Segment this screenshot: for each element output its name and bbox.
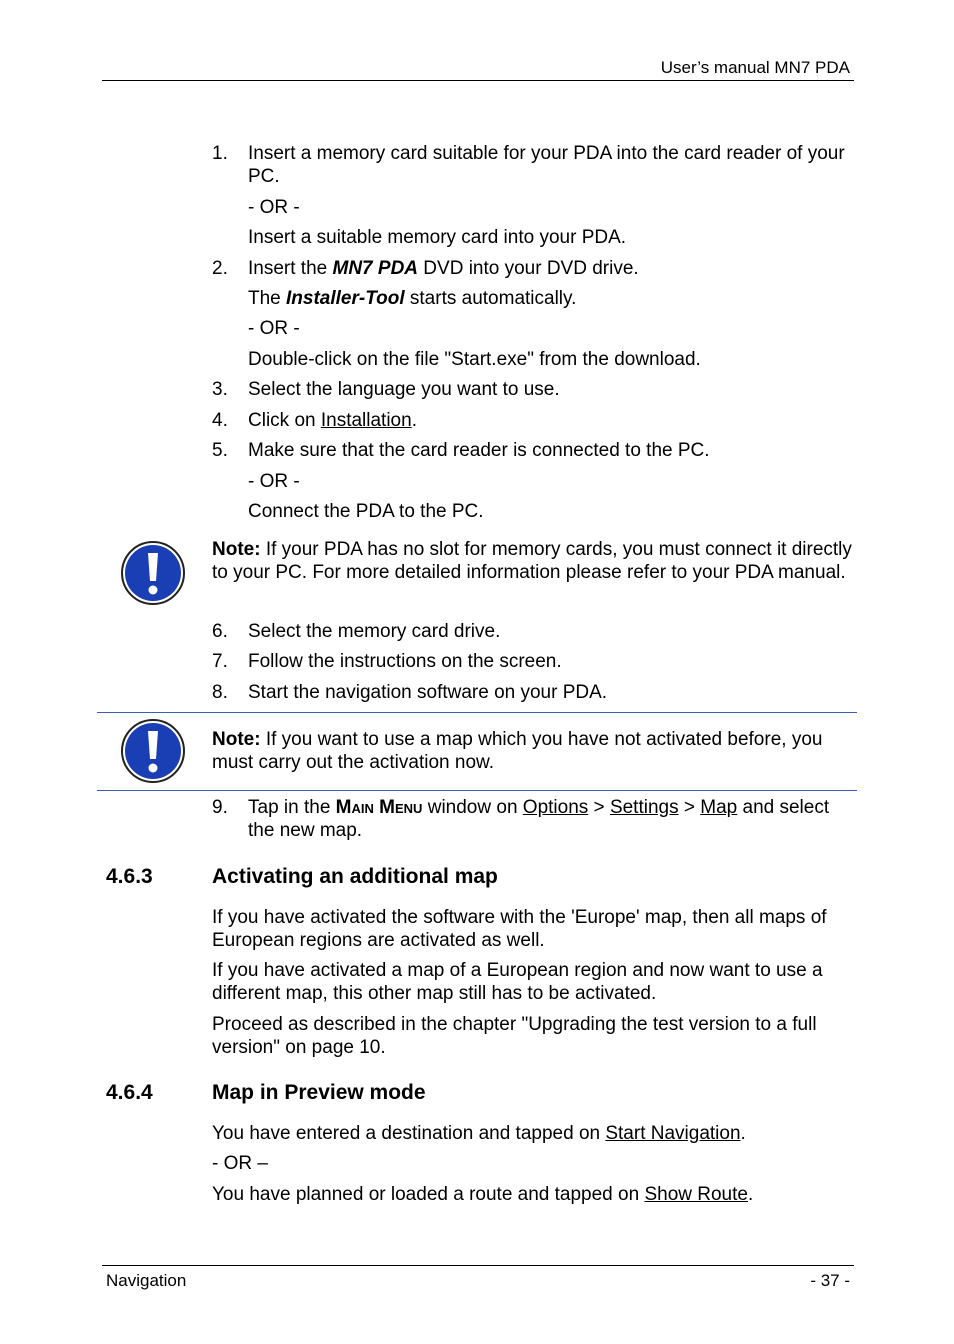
step-text: Start the navigation software on your PDA. [248,682,608,703]
exclamation-icon [120,718,186,784]
header-title: User’s manual MN7 PDA [660,58,850,77]
section-number: 4.6.4 [106,1081,153,1104]
note-divider-top [97,712,857,713]
step-text: Insert the MN7 PDA DVD into your DVD drive. [248,258,639,279]
start-navigation-link[interactable]: Start Navigation [605,1123,741,1144]
show-route-link[interactable]: Show Route [644,1184,748,1205]
settings-link[interactable]: Settings [609,797,679,818]
note-text: Note: If your PDA has no slot for memory cards, you must connect it directly to your PC. For more detailed information please refer to your PDA manual. [212,539,852,583]
step-result-text: The Installer-Tool starts automatically. [248,288,577,309]
or-separator: - OR - [248,318,300,339]
step-number: 8. [212,682,228,703]
exclamation-icon [120,540,186,606]
step-number: 1. [212,143,228,164]
step-text: Make sure that the card reader is connected to the PC. [248,440,710,461]
step-number: 2. [212,258,228,279]
step-number: 9. [212,797,228,818]
section-title: Map in Preview mode [212,1081,426,1104]
step-alt-text: Double-click on the file "Start.exe" from the download. [248,349,701,370]
note-text: Note: If you want to use a map which you have not activated before, you must carry out the activation now. [212,729,823,773]
section-number: 4.6.3 [106,865,153,888]
step-alt-text: Connect the PDA to the PC. [248,501,484,522]
paragraph: You have entered a destination and tapped on Start Navigation. [212,1123,746,1144]
footer-chapter: Navigation [106,1271,187,1290]
installation-link[interactable]: Installation [320,410,412,431]
or-separator: - OR - [248,197,300,218]
step-text: Follow the instructions on the screen. [248,651,562,672]
step-number: 6. [212,621,228,642]
step-number: 7. [212,651,228,672]
step-alt-text: Insert a suitable memory card into your PDA. [248,227,627,248]
paragraph: You have planned or loaded a route and tapped on Show Route. [212,1184,754,1205]
or-separator: - OR - [248,471,300,492]
step-text: Select the language you want to use. [248,379,560,400]
footer-rule [102,1265,854,1266]
map-link[interactable]: Map [700,797,738,818]
main-menu-term: Main Menu [335,797,423,818]
step-number: 3. [212,379,228,400]
page-number: - 37 - [810,1271,850,1290]
paragraph: Proceed as described in the chapter "Upgrading the test version to a full version" on page 10. [212,1014,817,1058]
paragraph: If you have activated a map of a European region and now want to use a different map, this other map still has to be activated. [212,960,823,1004]
step-text: Insert a memory card suitable for your PDA into the card reader of your PC. [248,143,845,187]
options-link[interactable]: Options [522,797,589,818]
step-number: 4. [212,410,228,431]
step-text: Click on Installation. [248,410,417,431]
or-separator: - OR – [212,1153,268,1174]
step-text: Tap in the Main Menu window on Options > Settings > Map and select the new map. [248,797,830,841]
header-rule [102,80,854,81]
step-number: 5. [212,440,228,461]
note-divider-bottom [97,790,857,791]
step-text: Select the memory card drive. [248,621,501,642]
section-title: Activating an additional map [212,865,498,888]
paragraph: If you have activated the software with the 'Europe' map, then all maps of European regions are activated as well. [212,907,827,951]
